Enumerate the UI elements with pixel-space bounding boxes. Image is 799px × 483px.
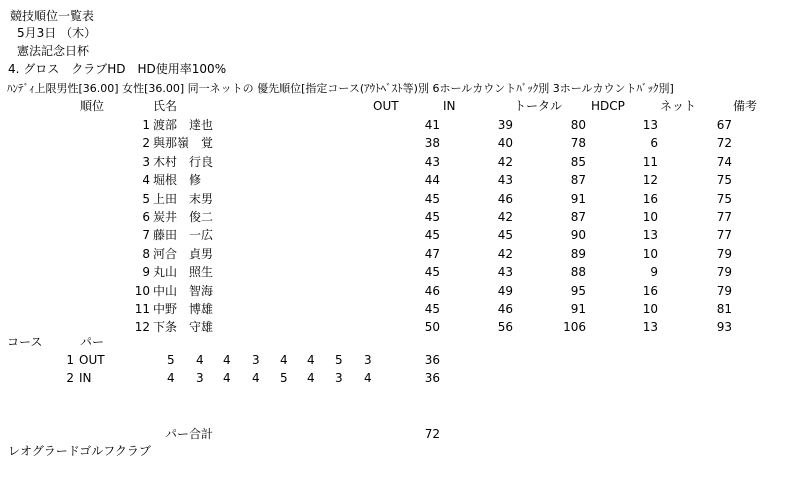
net-score-cell: 93	[716, 320, 732, 335]
in-score-cell: 46	[497, 302, 513, 316]
hdcp-cell: 13	[642, 228, 658, 243]
net-score-cell: 74	[716, 154, 732, 169]
hdcp-cell: 10	[642, 210, 658, 224]
player-name-cell: 中山 智海	[153, 283, 214, 298]
in-score-cell: 39	[497, 118, 513, 132]
out-score-cell: 45	[424, 265, 440, 280]
total-score-cell: 87	[570, 173, 586, 188]
out-score-cell: 41	[424, 118, 440, 132]
rank-cell: 5	[142, 191, 150, 206]
in-score-cell: 46	[497, 191, 513, 206]
hole-par-cell: 4	[167, 371, 175, 385]
hole-par-cell: 4	[196, 353, 204, 367]
course-name: OUT	[79, 353, 105, 367]
out-score-cell: 38	[424, 136, 440, 151]
hole-par-cell: 4	[223, 353, 231, 367]
column-header-rank: 順位	[80, 99, 105, 113]
player-name-cell: 丸山 照生	[153, 265, 214, 280]
total-score-cell: 89	[570, 246, 586, 261]
handicap-rules: ﾊﾝﾃﾞｨ上限男性[36.00] 女性[36.00] 同一ネットの 優先順位[指定コース(ｱｳﾄﾍﾞｽﾄ等)別 6ホールカウントﾊﾞｯｸ別 3ホールカウントﾊﾞｯｸ別]	[7, 82, 674, 95]
course-name: IN	[79, 371, 92, 385]
rank-cell: 9	[142, 265, 150, 280]
in-score-cell: 43	[497, 265, 513, 280]
event-date: 5月3日 （木）	[17, 26, 97, 40]
in-score-cell: 42	[497, 210, 513, 224]
net-score-cell: 72	[716, 136, 732, 151]
total-score-cell: 78	[570, 136, 586, 151]
player-name-cell: 與那嶺 覚	[153, 136, 214, 151]
hdcp-cell: 11	[642, 154, 658, 169]
total-score-cell: 87	[570, 210, 586, 224]
player-name-cell: 藤田 一広	[153, 228, 214, 243]
column-header-remarks: 備考	[733, 99, 758, 113]
net-score-cell: 81	[716, 302, 732, 316]
hdcp-cell: 16	[642, 191, 658, 206]
hole-par-cell: 4	[280, 353, 288, 367]
player-name-cell: 炭井 俊二	[153, 210, 214, 224]
hdcp-cell: 12	[642, 173, 658, 188]
hole-par-cell: 3	[364, 353, 372, 367]
rank-cell: 4	[142, 173, 150, 188]
rank-cell: 6	[142, 210, 150, 224]
total-score-cell: 91	[570, 302, 586, 316]
in-score-cell: 40	[497, 136, 513, 151]
course-par-sum: 36	[424, 353, 440, 367]
club-name: レオグラードゴルフクラブ	[8, 444, 151, 458]
out-score-cell: 45	[424, 210, 440, 224]
hole-par-cell: 4	[307, 371, 315, 385]
hdcp-cell: 10	[642, 302, 658, 316]
player-name-cell: 渡部 達也	[153, 118, 214, 132]
hole-par-cell: 3	[335, 371, 343, 385]
player-name-cell: 堀根 修	[153, 173, 202, 188]
column-header-hdcp: HDCP	[591, 99, 625, 113]
document-title: 競技順位一覧表	[10, 9, 95, 23]
player-name-cell: 中野 博雄	[153, 302, 214, 316]
net-score-cell: 67	[716, 118, 732, 132]
hdcp-cell: 9	[650, 265, 658, 280]
in-score-cell: 45	[497, 228, 513, 243]
player-name-cell: 下条 守雄	[153, 320, 214, 335]
out-score-cell: 46	[424, 283, 440, 298]
total-score-cell: 88	[570, 265, 586, 280]
out-score-cell: 47	[424, 246, 440, 261]
hdcp-cell: 16	[642, 283, 658, 298]
total-score-cell: 106	[563, 320, 586, 335]
net-score-cell: 79	[716, 265, 732, 280]
competition-category: 4. グロス クラブHD HD使用率100%	[8, 62, 227, 76]
in-score-cell: 42	[497, 154, 513, 169]
rank-cell: 1	[142, 118, 150, 132]
out-score-cell: 45	[424, 302, 440, 316]
in-score-cell: 56	[497, 320, 513, 335]
net-score-cell: 77	[716, 210, 732, 224]
par-total-label: パー合計	[165, 427, 214, 441]
course-par-sum: 36	[424, 371, 440, 385]
out-score-cell: 45	[424, 228, 440, 243]
total-score-cell: 95	[570, 283, 586, 298]
out-score-cell: 50	[424, 320, 440, 335]
hole-par-cell: 5	[335, 353, 343, 367]
hdcp-cell: 10	[642, 246, 658, 261]
total-score-cell: 91	[570, 191, 586, 206]
hole-par-cell: 4	[364, 371, 372, 385]
out-score-cell: 44	[424, 173, 440, 188]
total-score-cell: 90	[570, 228, 586, 243]
par-label: パー	[80, 335, 105, 349]
column-header-net: ネット	[660, 99, 697, 113]
hole-par-cell: 3	[196, 371, 204, 385]
rank-cell: 2	[142, 136, 150, 151]
player-name-cell: 上田 末男	[153, 191, 214, 206]
rank-cell: 3	[142, 154, 150, 169]
column-header-total: トータル	[514, 99, 563, 113]
hole-par-cell: 5	[280, 371, 288, 385]
rank-cell: 7	[142, 228, 150, 243]
column-header-out: OUT	[373, 99, 399, 113]
net-score-cell: 79	[716, 283, 732, 298]
rank-cell: 10	[134, 283, 150, 298]
rank-cell: 8	[142, 246, 150, 261]
total-score-cell: 85	[570, 154, 586, 169]
rank-cell: 11	[134, 302, 150, 316]
total-score-cell: 80	[570, 118, 586, 132]
out-score-cell: 43	[424, 154, 440, 169]
net-score-cell: 75	[716, 191, 732, 206]
hole-par-cell: 3	[252, 353, 260, 367]
in-score-cell: 42	[497, 246, 513, 261]
player-name-cell: 木村 行良	[153, 154, 214, 169]
in-score-cell: 49	[497, 283, 513, 298]
hole-par-cell: 4	[223, 371, 231, 385]
net-score-cell: 75	[716, 173, 732, 188]
hdcp-cell: 13	[642, 320, 658, 335]
in-score-cell: 43	[497, 173, 513, 188]
event-name: 憲法記念日杯	[17, 44, 90, 58]
hdcp-cell: 13	[642, 118, 658, 132]
hdcp-cell: 6	[650, 136, 658, 151]
par-total-value: 72	[424, 427, 440, 441]
column-header-in: IN	[443, 99, 456, 113]
rank-cell: 12	[134, 320, 150, 335]
net-score-cell: 79	[716, 246, 732, 261]
hole-par-cell: 4	[252, 371, 260, 385]
hole-par-cell: 4	[307, 353, 315, 367]
course-label: コース	[7, 335, 43, 349]
course-number: 1	[66, 353, 74, 367]
out-score-cell: 45	[424, 191, 440, 206]
net-score-cell: 77	[716, 228, 732, 243]
player-name-cell: 河合 貞男	[153, 246, 214, 261]
course-number: 2	[66, 371, 74, 385]
column-header-name: 氏名	[153, 99, 178, 113]
hole-par-cell: 5	[167, 353, 175, 367]
